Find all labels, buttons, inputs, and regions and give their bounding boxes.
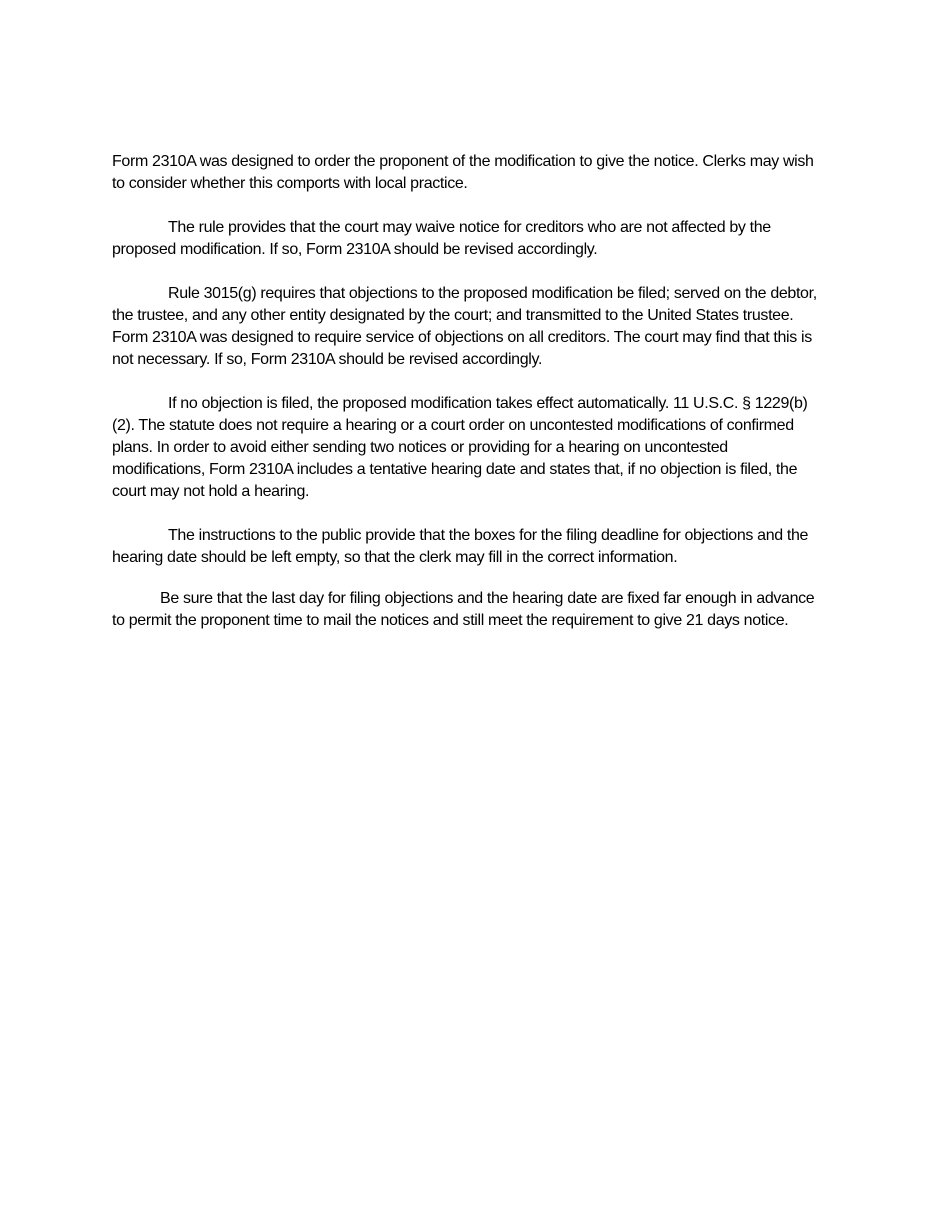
paragraph-rule-3015g: Rule 3015(g) requires that objections to the proposed modification be filed; served on the debtor, the trustee, and any other entity designated by the court; and transmitted to the United States trustee. Form 2310A was designed to require service of objections on all creditors. The court may find that this is not necessary. If so, Form 2310A should be revised accordingly. (112, 285, 817, 368)
paragraph-form-2310a-notice: Form 2310A was designed to order the proponent of the modification to give the notice. Clerks may wish to consider whether this comports with local practice. (112, 153, 814, 192)
document-body (112, 151, 824, 632)
paragraph-no-objection: If no objection is filed, the proposed modification takes effect automatically. 11 U.S.C. § 1229(b)(2). The statute does not require a hearing or a court order on uncontested modifications of confirmed plans. In order to avoid either sending two notices or providing for a hearing on uncontested modifications, Form 2310A includes a tentative hearing date and states that, if no objection is filed, the court may not hold a hearing. (112, 395, 808, 500)
paragraph-instructions: The instructions to the public provide that the boxes for the filing deadline for objections and the hearing date should be left empty, so that the clerk may fill in the correct information. (112, 527, 809, 566)
paragraph-deadline-advice: Be sure that the last day for filing objections and the hearing date are fixed far enough in advance to permit the proponent time to mail the notices and still meet the requirement to give 21 days notice. (112, 590, 815, 629)
paragraph-waive-notice: The rule provides that the court may waive notice for creditors who are not affected by the proposed modification. If so, Form 2310A should be revised accordingly. (112, 219, 771, 258)
